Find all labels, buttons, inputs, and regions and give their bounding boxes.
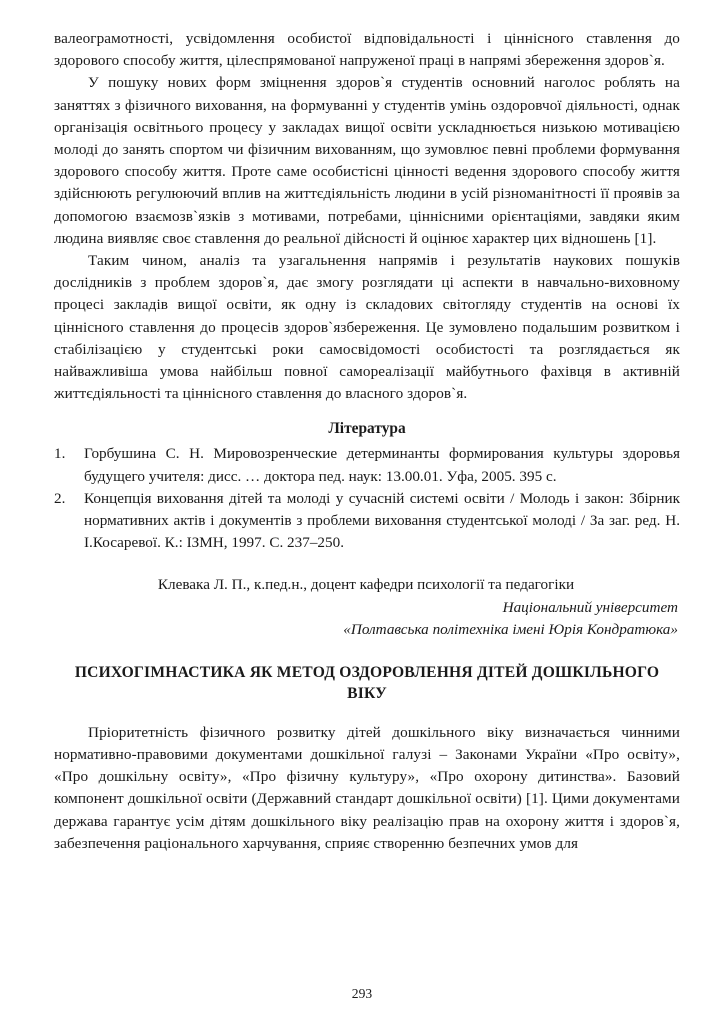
- author-affiliation-line-2: «Полтавська політехніка імені Юрія Кондратюка»: [343, 621, 678, 639]
- references-heading: Література: [328, 420, 406, 438]
- author-name: Клевака Л. П., к.пед.н., доцент кафедри психології та педагогіки: [157, 576, 575, 594]
- paragraph-1: валеограмотності, усвідомлення особистої відповідальності і ціннісного ставлення до здорового способу життя, цілеспрямованої напруженої праці в напрямі збереження здоров`я.: [54, 30, 680, 70]
- reference-text: Концепція виховання дітей та молоді у сучасній системі освіти / Молодь і закон: Збірник нормативних актів і документів з проблеми виховання студентської молоді / За заг. ред. Н. І.Косаревої. К.: ІЗМН, 1997. С. 237–250.: [84, 489, 680, 552]
- references-list: [54, 443, 680, 554]
- paragraph-3: Таким чином, аналіз та узагальнення напрямів і результатів наукових пошуків дослідників з проблем здоров`я, дає змогу розглядати ці аспекти в навчально-виховному процесі закладів вищої освіти, як одну із складових світогляду студентів на основі їх ціннісного ставлення до процесів здоров`язбереження. Це зумовлено подальшим розвитком і стабілізацією у студентські роки самосвідомості особистості та розглядається як найважливіша умова найбільш повної самореалізації майбутнього фахівця в активній життєдіяльності та ціннісного ставлення до власного здоров`я.: [54, 252, 680, 403]
- article-title: ПСИХОГІМНАСТИКА ЯК МЕТОД ОЗДОРОВЛЕННЯ ДІТЕЙ ДОШКІЛЬНОГО ВІКУ: [74, 663, 660, 702]
- reference-number: 1.: [54, 445, 66, 463]
- page-number: 293: [351, 986, 373, 1001]
- reference-item: [54, 488, 680, 555]
- paragraph-2: У пошуку нових форм зміцнення здоров`я студентів основний наголос роблять на заняттях з фізичного виховання, на формуванні у студентів умінь оздоровчої діяльності, однак організація освітнього процесу у закладах вищої освіти ускладнюється низькою мотивацією молоді до занять спортом чи фізичним вихованням, що зумовлює певні проблеми формування здорового способу життя. Проте саме особистісні цінності ведення здорового способу життя здійснюють регулюючий вплив на життєдіяльність людини в усій різноманітності її проявів за допомогою взаємозв`язків з мотивами, потребами, ціннісними орієнтаціями, завдяки яким людина виявляє своє ставлення до реальної дійсності й оцінює характер цих відношень [1].: [54, 74, 680, 247]
- reference-number: 2.: [54, 489, 66, 507]
- author-block: [54, 574, 680, 641]
- author-affiliation-line-1: Національний університет: [502, 598, 678, 616]
- reference-item: [54, 443, 680, 487]
- reference-text: Горбушина С. Н. Мировозренческие детерминанты формирования культуры здоровья будущего учителя: дисс. … доктора пед. наук: 13.00.01. Уфа, 2005. 395 с.: [84, 445, 680, 485]
- article-paragraph-1: Пріоритетність фізичного розвитку дітей дошкільного віку визначається чинними нормативно-правовими документами дошкільної галузі – Законами України «Про освіту», «Про дошкільну освіту», «Про фізичну культуру», «Про охорону дитинства». Базовий компонент дошкільної освіти (Державний стандарт дошкільної освіти) [1]. Цими документами держава гарантує усім дітям дошкільного віку реалізацію прав на охорону життя і здоров`я, забезпечення раціонального харчування, сприяє створенню безпечних умов для: [54, 723, 680, 852]
